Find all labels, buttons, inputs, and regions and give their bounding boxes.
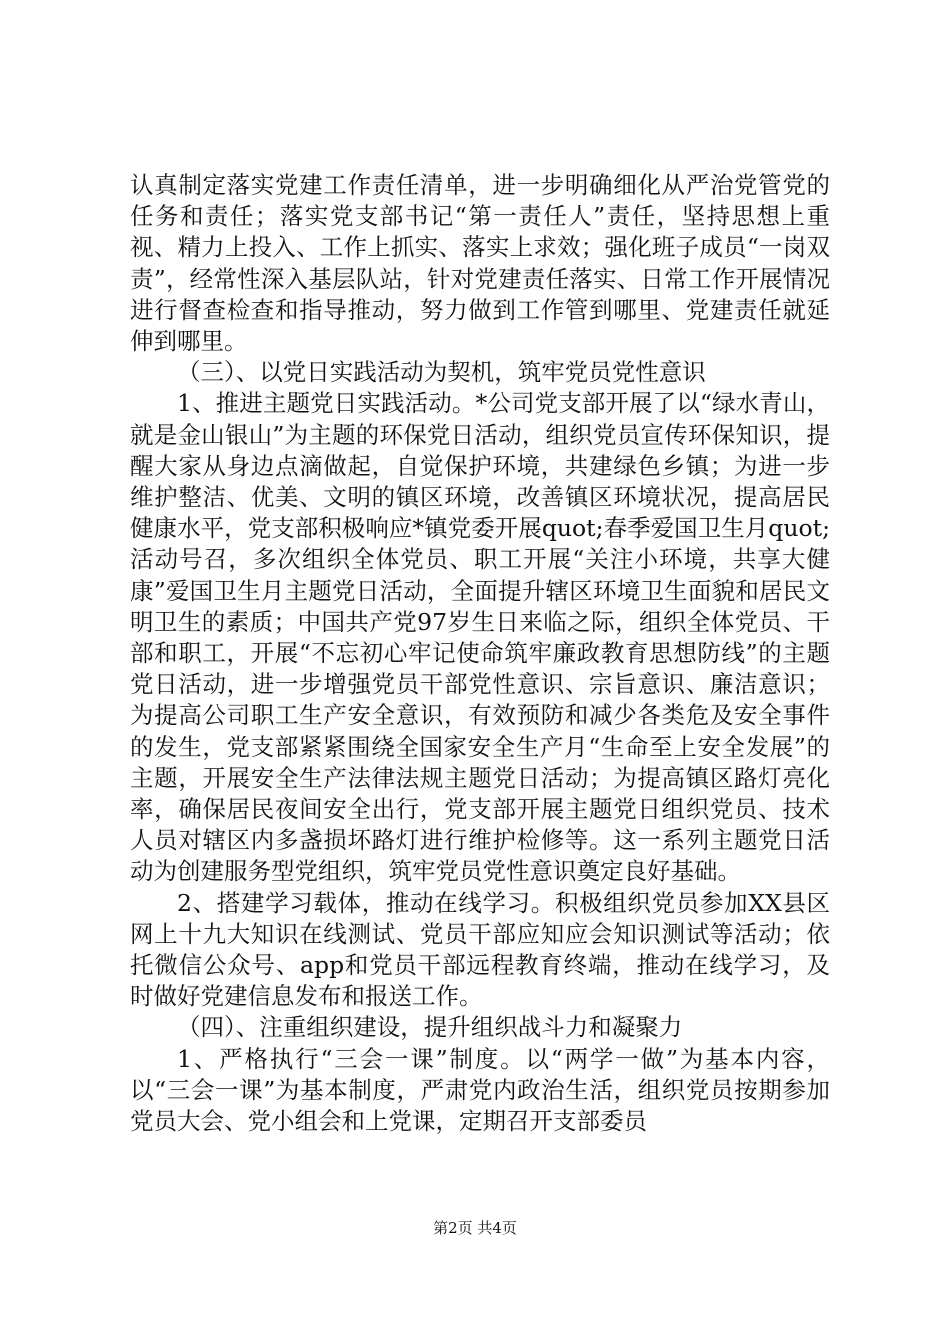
section-heading-4: （四）、注重组织建设，提升组织战斗力和凝聚力 [177, 1013, 683, 1042]
paragraph-theme-party-day: 1、推进主题党日实践活动。*公司党支部开展了以“绿水青山，就是金山银山”为主题的环保党日活动，组织党员宣传环保知识，提醒大家从身边点滴做起，自觉保护环境，共建绿色乡镇；为进一步维护整洁、优美、文明的镇区环境，改善镇区环境状况，提高居民健康水平，党支部积极响应*镇党委开展quot;春季爱国卫生月quot;活动号召，多次组织全体党员、职工开展“关注小环境，共享大健康”爱国卫生月主题党日活动，全面提升辖区环境卫生面貌和居民文明卫生的素质；中国共产党97岁生日来临之际，组织全体党员、干部和职工，开展“不忘初心牢记使命筑牢廉政教育思想防线”的主题党日活动，进一步增强党员干部党性意识、宗旨意识、廉洁意识；为提高公司职工生产安全意识，有效预防和减少各类危及安全事件的发生，党支部紧紧围绕全国家安全生产月“生命至上安全发展”的主题，开展安全生产法律法规主题党日活动；为提高镇区路灯亮化率，确保居民夜间安全出行，党支部开展主题党日组织党员、技术人员对辖区内多盏损坏路灯进行维护检修等。这一系列主题党日活动为创建服务型党组织，筑牢党员党性意识奠定良好基础。 [130, 389, 830, 886]
section-heading-3: （三）、以党日实践活动为契机，筑牢党员党性意识 [177, 358, 706, 387]
paragraph-online-learning: 2、搭建学习载体，推动在线学习。积极组织党员参加XX县区网上十九大知识在线测试、党员干部应知应会知识测试等活动；依托微信公众号、app和党员干部远程教育终端，推动在线学习，及时做好党建信息发布和报送工作。 [130, 888, 830, 1011]
page-number-footer: 第2页 共4页 [433, 1219, 517, 1237]
document-body [130, 170, 830, 1137]
paragraph-responsibility-list: 认真制定落实党建工作责任清单，进一步明确细化从严治党管党的任务和责任；落实党支部书记“第一责任人”责任，坚持思想上重视、精力上投入、工作上抓实、落实上求效；强化班子成员“一岗双责”，经常性深入基层队站，针对党建责任落实、日常工作开展情况进行督查检查和指导推动，努力做到工作管到哪里、党建责任就延伸到哪里。 [130, 171, 830, 356]
paragraph-three-meetings: 1、严格执行“三会一课”制度。以“两学一做”为基本内容，以“三会一课”为基本制度，严肃党内政治生活，组织党员按期参加党员大会、党小组会和上党课，定期召开支部委员 [130, 1044, 830, 1136]
